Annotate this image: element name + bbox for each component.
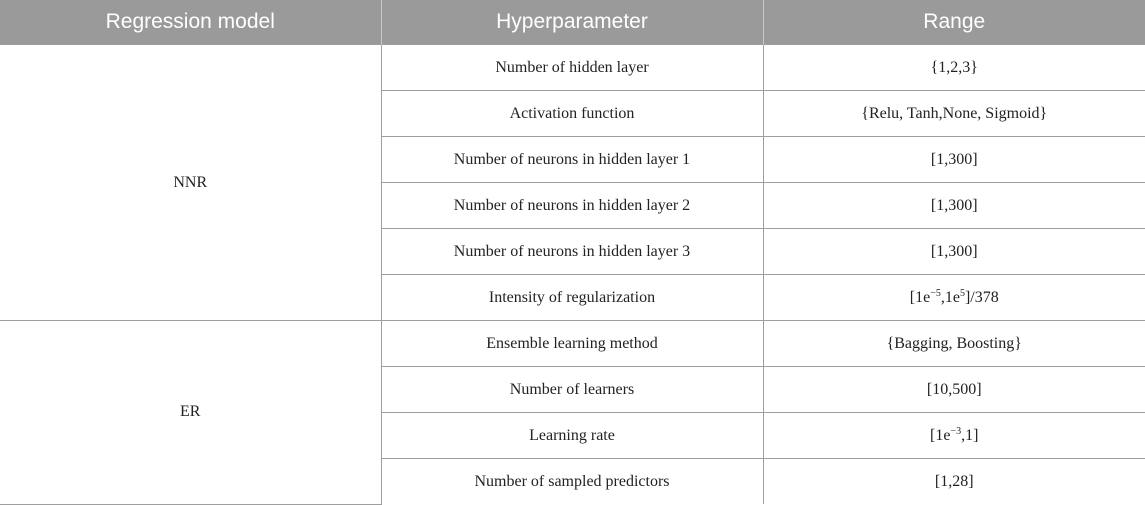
range-exponent: 5 (959, 287, 965, 299)
range-text-part: ]/378 (964, 288, 999, 306)
model-cell-er: ER (0, 321, 381, 505)
hyperparameter-cell: Number of neurons in hidden layer 1 (381, 137, 763, 183)
range-text-part: ,1e (940, 288, 960, 306)
range-exponent: −5 (930, 287, 941, 299)
header-row (0, 0, 1145, 45)
range-text-part: [1e (909, 288, 931, 306)
range-cell: [1,300] (763, 229, 1145, 275)
model-cell-nnr: NNR (0, 45, 381, 321)
hyperparameter-cell: Activation function (381, 91, 763, 137)
hyperparameter-cell: Ensemble learning method (381, 321, 763, 367)
hyperparameter-cell: Learning rate (381, 413, 763, 459)
range-cell (763, 413, 1145, 459)
range-text-part: ,1] (961, 426, 979, 444)
range-exponent: −3 (950, 425, 962, 437)
hyperparameter-cell: Number of learners (381, 367, 763, 413)
range-cell: [10,500] (763, 367, 1145, 413)
hyperparameter-cell: Number of sampled predictors (381, 459, 763, 505)
range-cell: {Relu, Tanh,None, Sigmoid} (763, 91, 1145, 137)
range-cell: [1,28] (763, 459, 1145, 505)
hyperparameter-cell: Number of neurons in hidden layer 3 (381, 229, 763, 275)
range-text-part: [1e (930, 426, 951, 444)
range-cell: [1,300] (763, 137, 1145, 183)
header-hyperparameter: Hyperparameter (381, 0, 763, 45)
table-row (0, 45, 1145, 91)
range-cell: {Bagging, Boosting} (763, 321, 1145, 367)
range-cell (763, 275, 1145, 321)
header-range: Range (763, 0, 1145, 45)
hyperparameter-cell: Number of hidden layer (381, 45, 763, 91)
header-regression-model: Regression model (0, 0, 381, 45)
range-cell: [1,300] (763, 183, 1145, 229)
table-row (0, 321, 1145, 367)
hyperparameter-cell: Number of neurons in hidden layer 2 (381, 183, 763, 229)
range-cell: {1,2,3} (763, 45, 1145, 91)
hyperparameter-cell: Intensity of regularization (381, 275, 763, 321)
